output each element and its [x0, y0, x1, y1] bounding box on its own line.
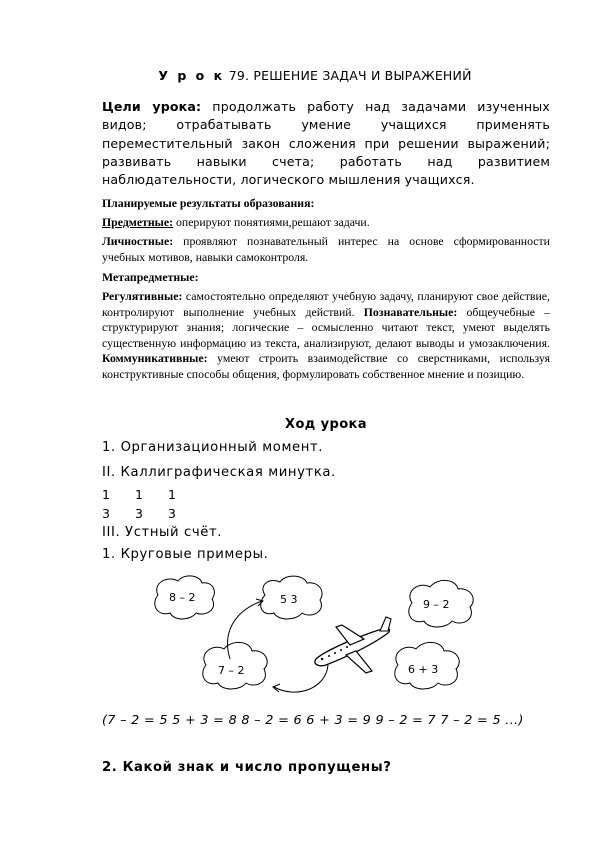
subject-results [102, 215, 550, 231]
results-heading: Планируемые результаты образования: [102, 196, 315, 210]
calligraphy-row-1: 1 1 1 [102, 487, 176, 502]
title-lesson-word: У р о к [158, 68, 225, 83]
calligraphy-row-2: 3 3 3 [102, 506, 176, 521]
meta-results [102, 289, 550, 382]
personal-text: проявляют познавательный интерес на основе сформированности учебных мотивов, навыки самоконтроля. [102, 234, 550, 264]
subject-text: оперируют понятиями,решают задачи. [173, 215, 370, 229]
title-text: 79. РЕШЕНИЕ ЗАДАЧ И ВЫРАЖЕНИЙ [224, 68, 472, 83]
lesson-title [60, 68, 570, 83]
svg-text:7 – 2: 7 – 2 [218, 664, 245, 677]
circular-examples-illustration [150, 573, 480, 708]
personal-label: Личностные: [102, 234, 174, 248]
circular-examples-heading: 1. Круговые примеры. [102, 547, 269, 562]
lesson-goals [102, 98, 550, 189]
comm-text: умеют строить взаимодействие со сверстниками, используя конструктивные способы общения, формулировать собственное мнение и позицию. [102, 351, 550, 381]
lesson-flow-heading: Ход урока [285, 417, 367, 432]
svg-text:8 – 2: 8 – 2 [169, 591, 196, 604]
meta-heading: Метапредметные: [102, 270, 199, 284]
airplane-icon [315, 617, 391, 673]
step-organization: 1. Организационный момент. [102, 440, 324, 455]
goals-label: Цели урока: [102, 99, 202, 114]
cloud-8-minus-2 [155, 576, 215, 619]
cloud-7-minus-2 [203, 642, 267, 689]
svg-text:6 + 3: 6 + 3 [408, 663, 439, 676]
regulatory-label: Регулятивные: [102, 289, 183, 303]
cognitive-text: общеучебные – структурируют знания; логические – осмысленно читают текст, умеют выделять существенную информацию из текста, анализируют, делают выводы и умозаключения. [102, 304, 550, 350]
flight-path-arrow-top [228, 601, 262, 659]
cloud-5-3 [261, 576, 322, 619]
svg-text:9 – 2: 9 – 2 [423, 598, 450, 611]
cloud-9-minus-2 [409, 580, 473, 627]
step-mental-math: III. Устный счёт. [102, 525, 223, 540]
step-calligraphy: II. Каллиграфическая минутка. [102, 465, 336, 480]
regulatory-text: самостоятельно определяют учебную задачу, планируют свое действие, контролируют выполнение учебных действий. [102, 289, 550, 319]
cloud-6-plus-3 [395, 642, 459, 689]
circular-examples-answers: (7 – 2 = 5 5 + 3 = 8 8 – 2 = 6 6 + 3 = 9 9 – 2 = 7 7 – 2 = 5 ...) [102, 713, 524, 728]
svg-text:5 3: 5 3 [280, 593, 298, 606]
cognitive-label: Познавательные: [363, 304, 458, 319]
subject-label: Предметные: [102, 215, 174, 229]
missing-sign-heading: 2. Какой знак и число пропущены? [102, 760, 392, 775]
goals-text: продолжать работу над задачами изученных видов; отрабатывать умение учащихся применять переместительный закон сложения при решении выражений; развивать навыки счета; работать над развитием наблюдательности, логического мышления учащихся. [102, 99, 550, 188]
personal-results [102, 234, 550, 265]
flight-path-arrow-bottom [274, 665, 328, 692]
comm-label: Коммуникативные: [102, 351, 208, 365]
